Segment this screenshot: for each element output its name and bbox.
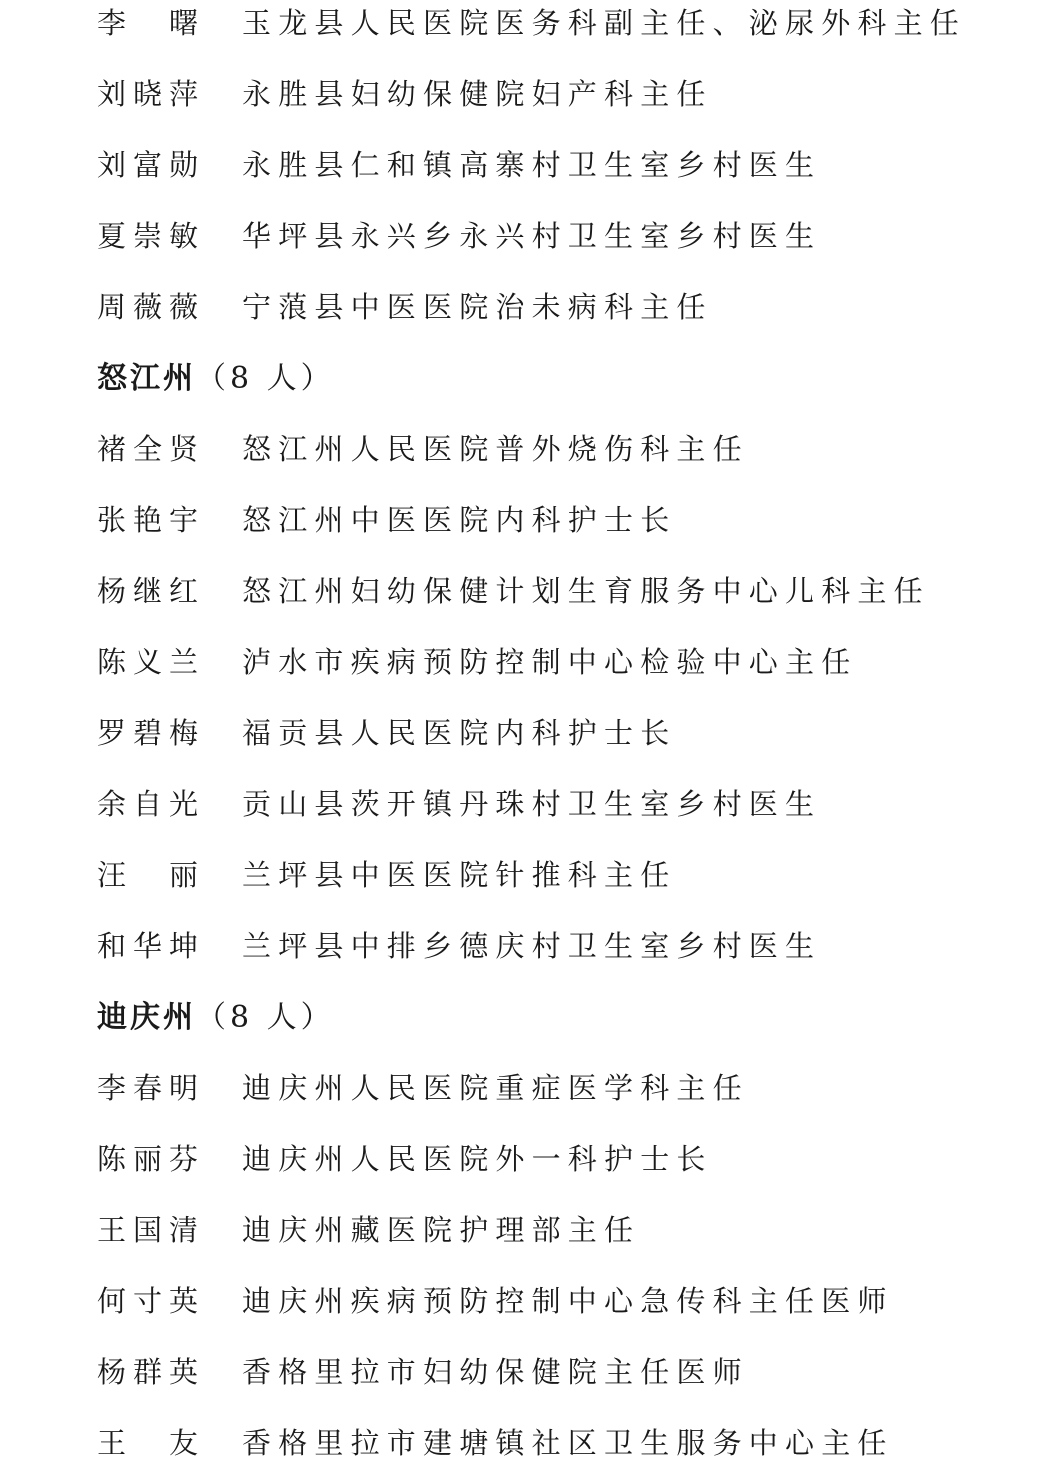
section-region: 迪庆州 xyxy=(97,1000,196,1035)
person-name: 汪 丽 xyxy=(97,858,206,892)
person-name: 李 曙 xyxy=(97,6,206,40)
person-name: 陈义兰 xyxy=(97,645,206,679)
list-item xyxy=(0,769,1063,840)
person-name: 余自光 xyxy=(97,787,206,821)
person-name: 刘富勋 xyxy=(97,148,206,182)
list-item xyxy=(0,1337,1063,1408)
list-item xyxy=(0,911,1063,982)
person-name: 王 友 xyxy=(97,1426,206,1460)
person-name: 何寸英 xyxy=(97,1284,206,1318)
list-item xyxy=(0,485,1063,556)
list-item xyxy=(0,414,1063,485)
section-heading xyxy=(0,982,1063,1053)
section-count: （8 人） xyxy=(196,1000,335,1035)
person-name: 王国清 xyxy=(97,1213,206,1247)
person-name: 杨群英 xyxy=(97,1355,206,1389)
list-item xyxy=(0,59,1063,130)
person-title: 迪庆州人民医院重症医学科主任 xyxy=(242,1071,749,1105)
person-title: 迪庆州疾病预防控制中心急传科主任医师 xyxy=(242,1284,894,1318)
section-heading xyxy=(0,343,1063,414)
person-title: 宁蒗县中医医院治未病科主任 xyxy=(242,290,713,324)
list-item xyxy=(0,272,1063,343)
list-item xyxy=(0,1266,1063,1337)
person-title: 玉龙县人民医院医务科副主任、泌尿外科主任 xyxy=(242,6,967,40)
list-item xyxy=(0,627,1063,698)
person-title: 永胜县仁和镇高寨村卫生室乡村医生 xyxy=(242,148,822,182)
person-title: 福贡县人民医院内科护士长 xyxy=(242,716,677,750)
person-title: 迪庆州人民医院外一科护士长 xyxy=(242,1142,713,1176)
list-item xyxy=(0,201,1063,272)
person-name: 周薇薇 xyxy=(97,290,206,324)
person-name: 刘晓萍 xyxy=(97,77,206,111)
list-item xyxy=(0,130,1063,201)
person-name: 和华坤 xyxy=(97,929,206,963)
person-title: 香格里拉市建塘镇社区卫生服务中心主任 xyxy=(242,1426,894,1460)
list-item xyxy=(0,0,1063,59)
person-name: 李春明 xyxy=(97,1071,206,1105)
section-count: （8 人） xyxy=(196,361,335,396)
person-name: 夏崇敏 xyxy=(97,219,206,253)
person-name: 褚全贤 xyxy=(97,432,206,466)
person-title: 泸水市疾病预防控制中心检验中心主任 xyxy=(242,645,858,679)
person-title: 怒江州妇幼保健计划生育服务中心儿科主任 xyxy=(242,574,930,608)
list-item xyxy=(0,698,1063,769)
list-item xyxy=(0,840,1063,911)
list-item xyxy=(0,1408,1063,1479)
person-name: 张艳宇 xyxy=(97,503,206,537)
person-name: 陈丽芬 xyxy=(97,1142,206,1176)
list-item xyxy=(0,556,1063,627)
person-title: 兰坪县中排乡德庆村卫生室乡村医生 xyxy=(242,929,822,963)
list-item xyxy=(0,1124,1063,1195)
person-name: 杨继红 xyxy=(97,574,206,608)
person-name: 罗碧梅 xyxy=(97,716,206,750)
person-title: 迪庆州藏医院护理部主任 xyxy=(242,1213,641,1247)
person-title: 兰坪县中医医院针推科主任 xyxy=(242,858,677,892)
list-item xyxy=(0,1053,1063,1124)
person-title: 贡山县茨开镇丹珠村卫生室乡村医生 xyxy=(242,787,822,821)
person-title: 香格里拉市妇幼保健院主任医师 xyxy=(242,1355,749,1389)
list-item xyxy=(0,1195,1063,1266)
person-title: 永胜县妇幼保健院妇产科主任 xyxy=(242,77,713,111)
person-title: 怒江州中医医院内科护士长 xyxy=(242,503,677,537)
person-title: 华坪县永兴乡永兴村卫生室乡村医生 xyxy=(242,219,822,253)
section-region: 怒江州 xyxy=(97,361,196,396)
person-title: 怒江州人民医院普外烧伤科主任 xyxy=(242,432,749,466)
